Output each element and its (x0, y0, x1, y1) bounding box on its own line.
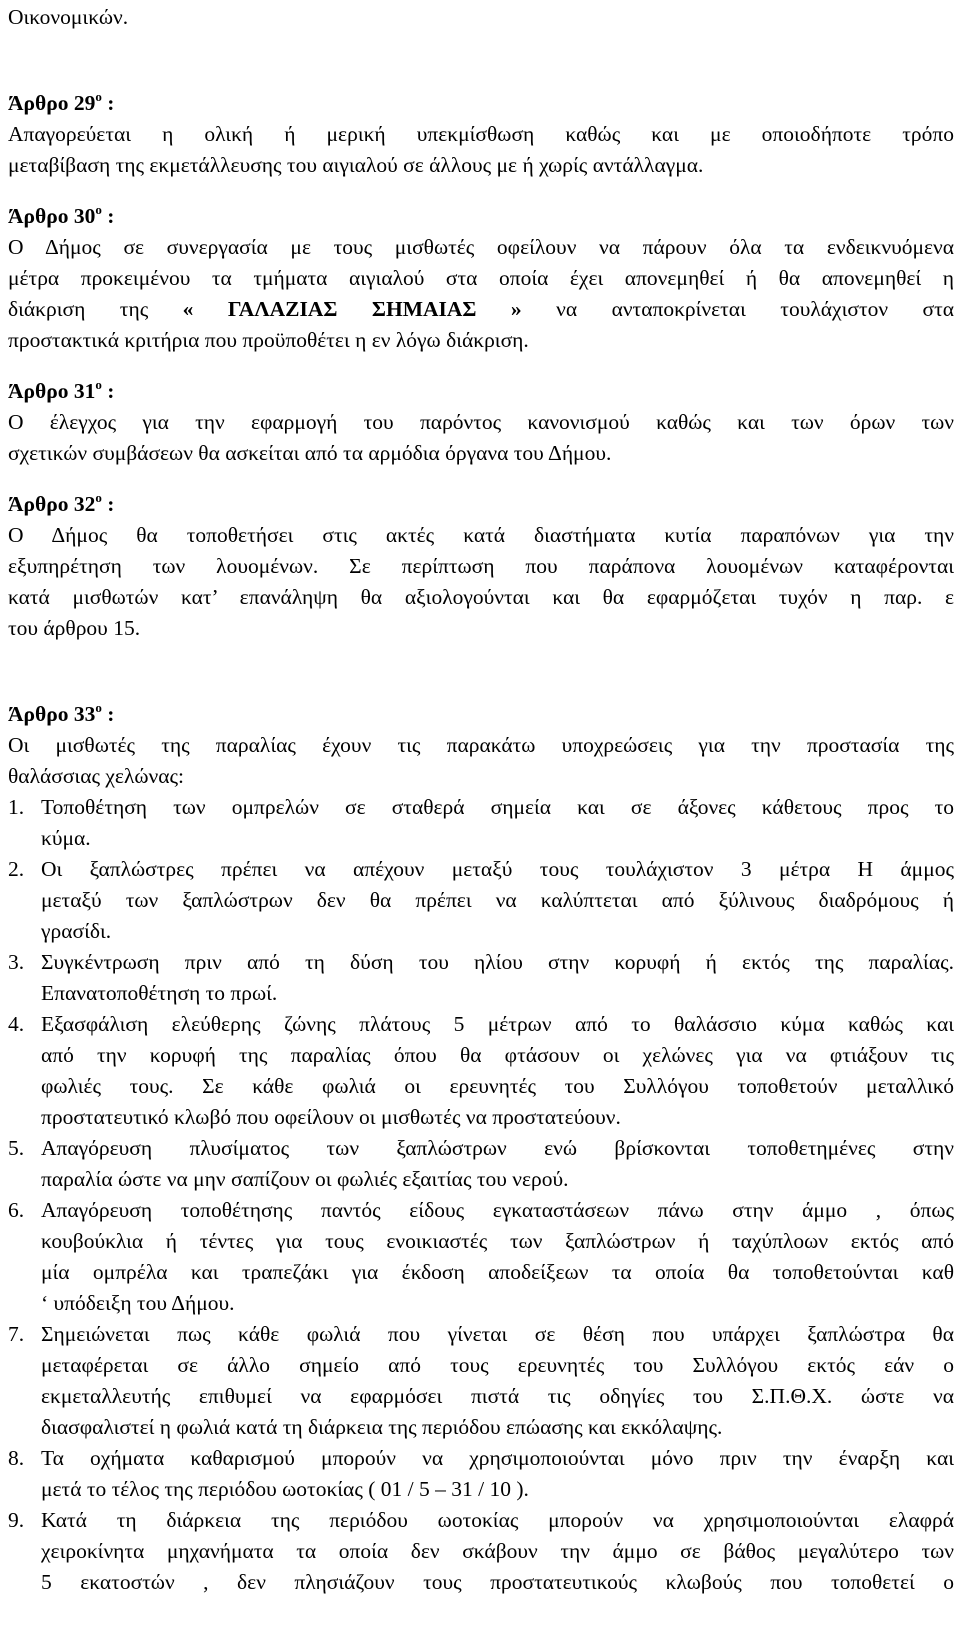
list-item (8, 1133, 954, 1195)
list-item-number: 8. (8, 1446, 25, 1470)
list-item-line: ‘ υπόδειξη του Δήμου. (41, 1291, 235, 1315)
list-item-line: χειροκίνητα μηχανήματα τα οποία δεν σκάβουν την άμμο σε βάθος μεγαλύτερο των (41, 1539, 954, 1563)
list-item-line: Απαγόρευση πλυσίματος των ξαπλώστρων ενώ βρίσκονται τοποθετημένες στην (41, 1136, 954, 1160)
article-29-line: μεταβίβαση της εκμετάλλευσης του αιγιαλού σε άλλους με ή χωρίς αντάλλαγμα. (8, 153, 704, 177)
list-item-line: μεταφέρεται σε άλλο σημείο από τους ερευνητές του Συλλόγου εκτός εάν ο (41, 1353, 954, 1377)
article-30-line: προστακτικά κριτήρια που προϋποθέτει η εν λόγω διάκριση. (8, 328, 529, 352)
article-32-line: εξυπηρέτηση των λουομένων. Σε περίπτωση που παράπονα λουομένων καταφέρονται (8, 554, 954, 578)
list-item (8, 1319, 954, 1443)
document-page (8, 2, 954, 1598)
list-item (8, 792, 954, 854)
list-item-line: διασφαλιστεί η φωλιά κατά τη διάρκεια της περιόδου επώασης και εκκόλαψης. (41, 1415, 723, 1439)
list-item-line: Κατά τη διάρκεια της περιόδου ωοτοκίας μπορούν να χρησιμοποιούνται ελαφρά (41, 1508, 954, 1532)
list-item-line: Σημειώνεται πως κάθε φωλιά που γίνεται σε θέση που υπάρχει ξαπλώστρα θα (41, 1322, 954, 1346)
list-item-number: 4. (8, 1012, 25, 1036)
list-item-line: προστατευτικό κλωβό που οφείλουν οι μισθωτές να προστατεύουν. (41, 1105, 621, 1129)
list-item (8, 1505, 954, 1598)
article-32-line: του άρθρου 15. (8, 616, 141, 640)
article-31-line: Ο έλεγχος για την εφαρμογή του παρόντος κανονισμού καθώς και των όρων των (8, 410, 954, 434)
article-30-line: Ο Δήμος σε συνεργασία με τους μισθωτές οφείλουν να πάρουν όλα τα ενδεικνυόμενα (8, 235, 954, 259)
list-item-line: κύμα. (41, 826, 91, 850)
intro-text: Οικονομικών. (8, 5, 129, 29)
article-31-line: σχετικών συμβάσεων θα ασκείται από τα αρμόδια όργανα του Δήμου. (8, 441, 612, 465)
list-item-number: 7. (8, 1322, 25, 1346)
article-32-heading: Άρθρο $32^o$ : (8, 489, 115, 516)
list-item-number: 2. (8, 857, 25, 881)
list-item-line: Εξασφάλιση ελεύθερης ζώνης πλάτους 5 μέτρων από το θαλάσσιο κύμα καθώς και (41, 1012, 954, 1036)
article-33-line: Οι μισθωτές της παραλίας έχουν τις παρακάτω υποχρεώσεις για την προστασία της (8, 733, 954, 757)
article-30-line: διάκριση της « ΓΑΛΑΖΙΑΣ ΣΗΜΑΙΑΣ » να ανταποκρίνεται τουλάχιστον στα (8, 297, 955, 321)
list-item-line: από την κορυφή της παραλίας όπου θα φτάσουν οι χελώνες για να φτιάξουν τις (41, 1043, 954, 1067)
list-item-line: κουβούκλια ή τέντες για τους ενοικιαστές των ξαπλώστρων ή ταχύπλοων εκτός από (41, 1229, 954, 1253)
list-item-line: Οι ξαπλώστρες πρέπει να απέχουν μεταξύ τους τουλάχιστον 3 μέτρα Η άμμος (41, 857, 954, 881)
list-item-line: εκμεταλλευτής επιθυμεί να εφαρμόσει πιστά τις οδηγίες του Σ.Π.Θ.Χ. ώστε να (41, 1384, 954, 1408)
list-item-line: παραλία ώστε να μην σαπίζουν οι φωλιές εξαιτίας του νερού. (41, 1167, 569, 1191)
list-item-line: Επανατοποθέτηση το πρωί. (41, 981, 278, 1005)
list-item (8, 1195, 954, 1319)
article-29-heading: Άρθρο $29^o$ : (8, 88, 115, 115)
article-30-heading: Άρθρο $30^o$ : (8, 201, 115, 228)
list-item-number: 6. (8, 1198, 25, 1222)
list-item-line: 5 εκατοστών , δεν πλησιάζουν τους προστατευτικούς κλωβούς που τοποθετεί ο (41, 1570, 954, 1594)
list-item-line: μία ομπρέλα και τραπεζάκι για έκδοση αποδείξεων τα οποία θα τοποθετούνται καθ (41, 1260, 954, 1284)
list-item-line: μεταξύ των ξαπλώστρων δεν θα πρέπει να καλύπτεται από ξύλινους διαδρόμους ή (41, 888, 954, 912)
article-33-line: θαλάσσιας χελώνας: (8, 764, 184, 788)
list-item-line: Τα οχήματα καθαρισμού μπορούν να χρησιμοποιούνται μόνο πριν την έναρξη και (41, 1446, 954, 1470)
article-31-heading: Άρθρο $31^o$ : (8, 376, 115, 403)
list-item-line: Συγκέντρωση πριν από τη δύση του ηλίου στην κορυφή ή εκτός της παραλίας. (41, 950, 954, 974)
article-32-line: κατά μισθωτών κατ’ επανάληψη θα αξιολογούνται και θα εφαρμόζεται τυχόν η παρ. ε (8, 585, 954, 609)
list-item-line: φωλιές τους. Σε κάθε φωλιά οι ερευνητές του Συλλόγου τοποθετούν μεταλλικό (41, 1074, 954, 1098)
list-item (8, 1443, 954, 1505)
list-item (8, 1009, 954, 1133)
list-item-number: 5. (8, 1136, 25, 1160)
list-item (8, 947, 954, 1009)
list-item-line: γρασίδι. (41, 919, 112, 943)
list-item-line: μετά το τέλος της περιόδου ωοτοκίας ( 01 / 5 – 31 / 10 ). (41, 1477, 529, 1501)
list-item-line: Τοποθέτηση των ομπρελών σε σταθερά σημεία και σε άξονες κάθετους προς το (41, 795, 954, 819)
article-33-heading: Άρθρο $33^o$ : (8, 699, 115, 726)
article-30-line: μέτρα προκειμένου τα τμήματα αιγιαλού στα οποία έχει απονεμηθεί ή θα απονεμηθεί η (8, 266, 954, 290)
article-29-line: Απαγορεύεται η ολική ή μερική υπεκμίσθωση καθώς και με οποιοδήποτε τρόπο (8, 122, 954, 146)
list-item-number: 1. (8, 795, 25, 819)
list-item-number: 9. (8, 1508, 25, 1532)
article-32-line: Ο Δήμος θα τοποθετήσει στις ακτές κατά διαστήματα κυτία παραπόνων για την (8, 523, 954, 547)
galazia-simaia-label: « ΓΑΛΑΖΙΑΣ ΣΗΜΑΙΑΣ » (182, 297, 522, 321)
list-item-line: Απαγόρευση τοποθέτησης παντός είδους εγκαταστάσεων πάνω στην άμμο , όπως (41, 1198, 954, 1222)
list-item (8, 854, 954, 947)
list-item-number: 3. (8, 950, 25, 974)
